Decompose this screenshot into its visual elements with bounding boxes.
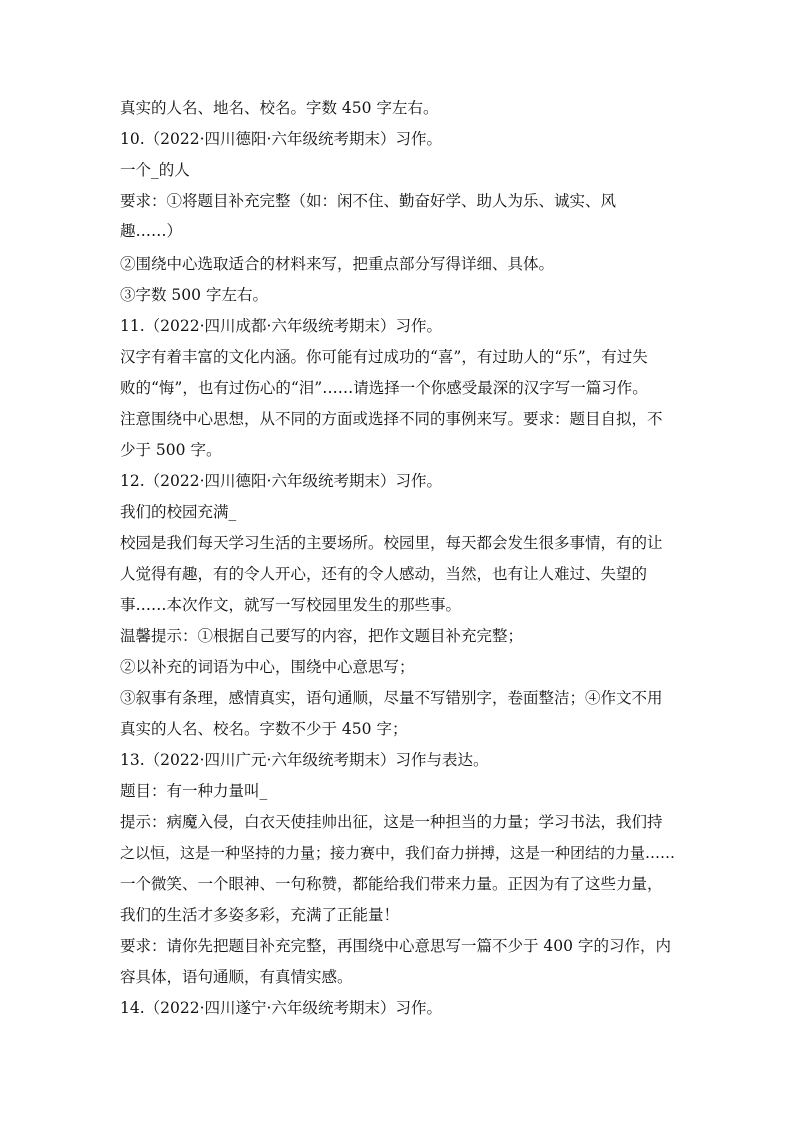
text-line: ③字数 500 字左右。 — [120, 286, 268, 304]
text-line: 注意围绕中心思想，从不同的方面或选择不同的事例来写。要求：题目自拟，不 — [120, 410, 663, 428]
text-line: 要求：请你先把题目补充完整，再围绕中心意思写一篇不少于 400 字的习作，内 — [120, 937, 671, 955]
text-line: ③叙事有条理，感情真实，语句通顺，尽量不写错别字，卷面整洁；④作文不用 — [120, 689, 663, 707]
text-line: ②围绕中心选取适合的材料来写，把重点部分写得详细、具体。 — [120, 255, 555, 273]
question-heading: 13.（2022·四川广元·六年级统考期末）习作与表达。 — [120, 751, 489, 769]
text-line: ②以补充的词语为中心，围绕中心意思写； — [120, 658, 415, 676]
text-line: 之以恒，这是一种坚持的力量；接力赛中，我们奋力拼搏，这是一种团结的力量…… — [120, 844, 676, 862]
text-line: 校园是我们每天学习生活的主要场所。校园里，每天都会发生很多事情，有的让 — [120, 534, 663, 552]
text-line: 趣……） — [120, 222, 183, 240]
text-line: 人觉得有趣，有的令人开心，还有的令人感动，当然，也有让人难过、失望的 — [120, 565, 648, 583]
text-line: 汉字有着丰富的文化内涵。你可能有过成功的“喜”，有过助人的“乐”，有过失 — [120, 348, 648, 366]
text-line: 提示：病魔入侵，白衣天使挂帅出征，这是一种担当的力量；学习书法，我们持 — [120, 813, 663, 831]
text-line: 真实的人名、校名。字数不少于 450 字； — [120, 720, 408, 738]
question-heading: 11.（2022·四川成都·六年级统考期末）习作。 — [120, 317, 442, 335]
text-line: 容具体，语句通顺，有真情实感。 — [120, 968, 353, 986]
question-heading: 14.（2022·四川遂宁·六年级统考期末）习作。 — [120, 999, 442, 1017]
essay-title: 题目：有一种力量叫_ — [120, 782, 268, 800]
text-line: 我们的生活才多姿多彩，充满了正能量！ — [120, 906, 400, 924]
text-line: 败的“悔”，也有过伤心的“泪”……请选择一个你感受最深的汉字写一篇习作。 — [120, 379, 648, 397]
document-page — [120, 0, 680, 1123]
question-heading: 12.（2022·四川德阳·六年级统考期末）习作。 — [120, 472, 442, 490]
essay-title: 一个_的人 — [120, 161, 190, 179]
essay-title: 我们的校园充满_ — [120, 503, 237, 521]
text-line: 要求：①将题目补充完整（如：闲不住、勤奋好学、助人为乐、诚实、风 — [120, 192, 617, 210]
text-line: 真实的人名、地名、校名。字数 450 字左右。 — [120, 99, 439, 117]
text-line: 温馨提示：①根据自己要写的内容，把作文题目补充完整； — [120, 627, 524, 645]
question-heading: 10.（2022·四川德阳·六年级统考期末）习作。 — [120, 130, 442, 148]
text-line: 事……本次作文，就写一写校园里发生的那些事。 — [120, 596, 462, 614]
text-line: 一个微笑、一个眼神、一句称赞，都能给我们带来力量。正因为有了这些力量， — [120, 875, 663, 893]
text-line: 少于 500 字。 — [120, 441, 222, 459]
